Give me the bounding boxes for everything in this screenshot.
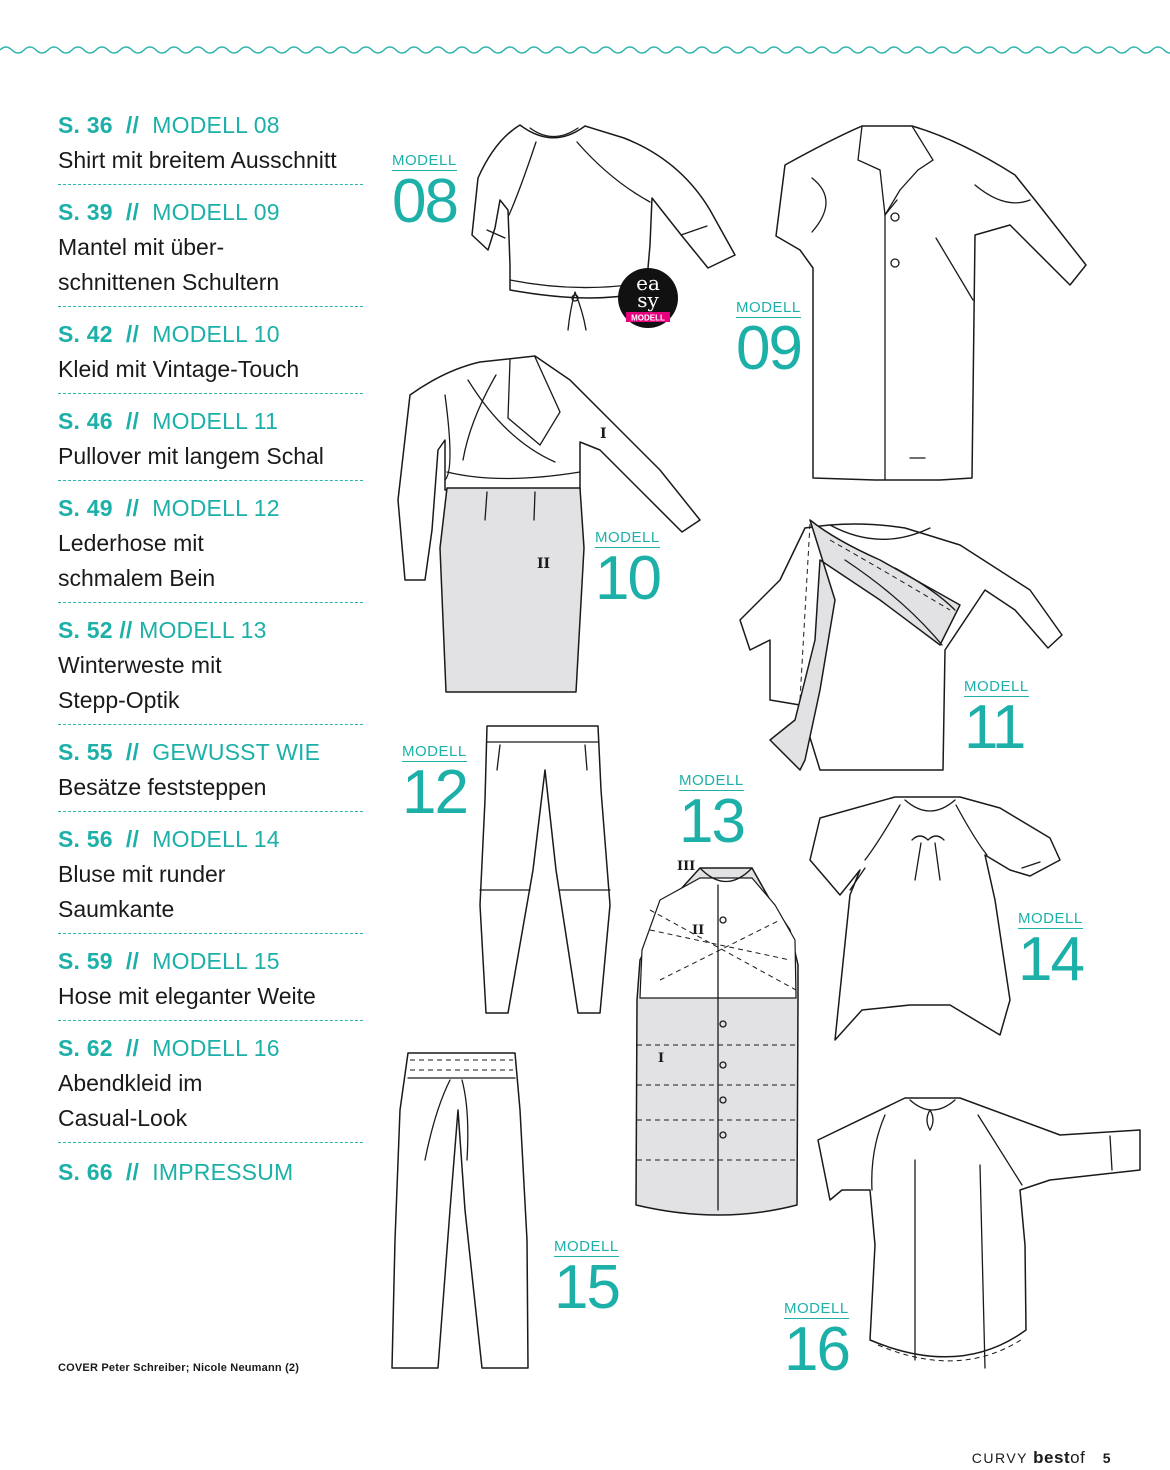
toc-separator: // [125,199,140,225]
toc-description: Winterweste mit [58,652,222,678]
toc-description: schmalem Bein [58,565,216,591]
model-label-16: MODELL 16 [784,1300,849,1384]
svg-text:sy: sy [637,288,659,312]
toc-page: S. 56 [58,826,113,852]
trousers-sketch-12[interactable] [480,726,610,1013]
dress-sketch-16[interactable] [818,1098,1140,1368]
credits-text: Peter Schreiber; Nicole Neumann (2) [101,1362,300,1374]
model-label-15: MODELL 15 [554,1238,619,1322]
toc-page: S. 39 [58,199,113,225]
page-number: 5 [1102,1450,1112,1466]
toc-page: S. 42 [58,321,113,347]
toc-page: S. 55 [58,739,113,765]
toc-page: S. 62 [58,1035,113,1061]
vest-sketch-13[interactable] [636,859,798,1215]
svg-text:II: II [692,923,705,938]
toc-model: MODELL 15 [152,948,280,974]
svg-text:I: I [658,1051,665,1066]
toc-description: Mantel mit über- [58,234,225,260]
toc-model: MODELL 08 [152,112,280,138]
toc-description: Pullover mit langem Schal [58,443,324,469]
model-label-10: MODELL 10 [595,529,660,613]
toc-model: MODELL 09 [152,199,280,225]
toc-description: Casual-Look [58,1105,188,1131]
toc-separator: // [125,408,140,434]
credits-label: COVER [58,1362,99,1374]
toc-description: schnittenen Schultern [58,269,280,295]
toc-separator: // [125,1159,140,1185]
toc-description: Stepp-Optik [58,687,180,713]
toc-separator: // [125,495,140,521]
toc-model: MODELL 10 [152,321,280,347]
model-label-13: MODELL 13 [679,772,744,856]
toc-separator: // [119,617,133,643]
model-label-11: MODELL 11 [964,678,1029,762]
svg-text:III: III [677,859,696,874]
toc-description: Lederhose mit [58,530,204,556]
toc-description: Abendkleid im [58,1070,203,1096]
toc-separator: // [125,1035,140,1061]
toc-separator: // [125,826,140,852]
model-label-09: MODELL 09 [736,299,801,383]
toc-model: IMPRESSUM [152,1159,294,1185]
toc-page: S. 52 [58,617,113,643]
svg-text:MODELL: MODELL [631,313,665,323]
svg-text:ea: ea [636,271,660,295]
toc-model: GEWUSST WIE [152,739,321,765]
toc-description: Bluse mit runder [58,861,226,887]
toc-separator: // [125,739,140,765]
coat-sketch-09[interactable] [776,126,1086,480]
toc-page: S. 49 [58,495,113,521]
model-label-14: MODELL 14 [1018,910,1083,994]
toc-description: Shirt mit breitem Ausschnitt [58,147,337,173]
toc-description: Hose mit eleganter Weite [58,983,316,1009]
brand-logo: bestof [1033,1448,1086,1467]
svg-text:I: I [600,426,607,442]
toc-separator: // [125,321,140,347]
toc-description: Saumkante [58,896,175,922]
trousers-sketch-15[interactable] [392,1053,528,1368]
magazine-name: CURVY [971,1450,1028,1466]
toc-description: Besätze feststeppen [58,774,267,800]
toc-page: S. 36 [58,112,113,138]
shirt-sketch-08[interactable] [472,125,735,330]
toc-description: Kleid mit Vintage-Touch [58,356,300,382]
svg-text:II: II [537,556,551,572]
toc-model: MODELL 13 [139,617,267,643]
toc-separator: // [125,112,140,138]
toc-separator: // [125,948,140,974]
toc-model: MODELL 12 [152,495,280,521]
toc-page: S. 66 [58,1159,113,1185]
easy-badge [618,268,678,328]
toc-page: S. 46 [58,408,113,434]
model-label-12: MODELL 12 [402,743,467,827]
toc-model: MODELL 14 [152,826,280,852]
toc-model: MODELL 11 [152,408,279,434]
toc-page: S. 59 [58,948,113,974]
model-label-08: MODELL 08 [392,152,457,236]
toc-model: MODELL 16 [152,1035,280,1061]
dress-sketch-10[interactable] [398,356,700,692]
